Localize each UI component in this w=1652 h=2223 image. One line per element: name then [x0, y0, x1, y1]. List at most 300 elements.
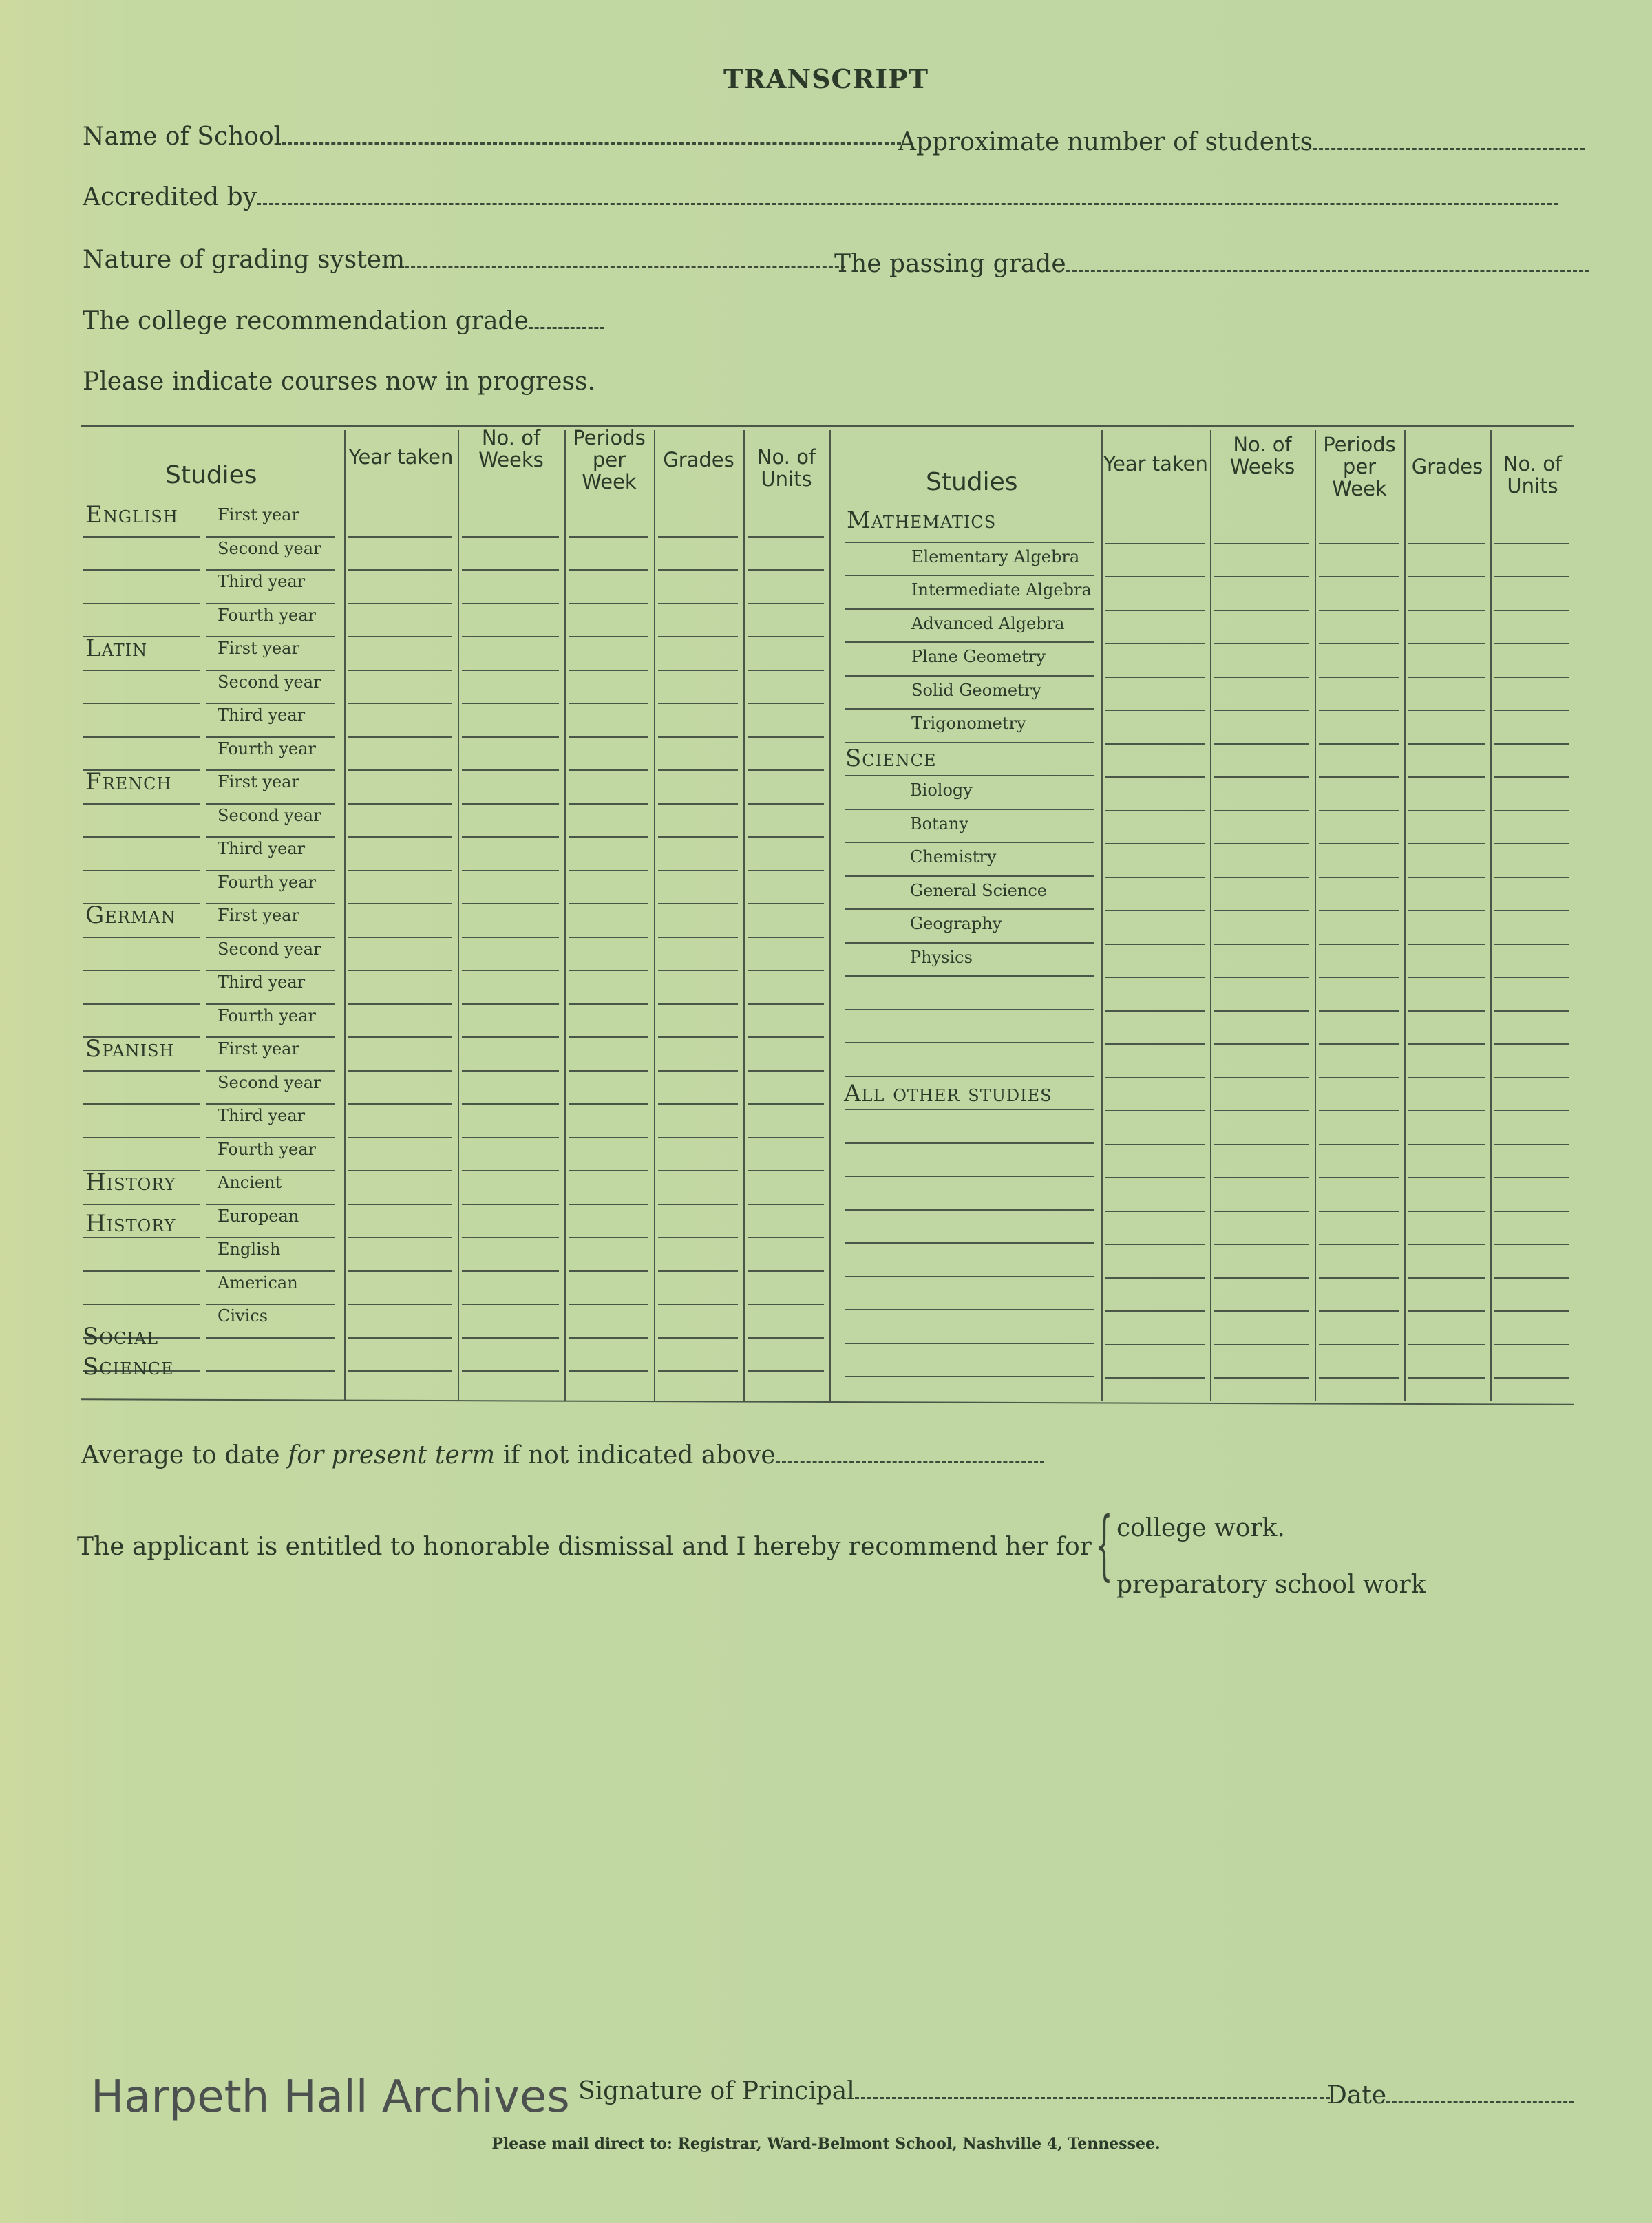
- course-row-line: [206, 1304, 335, 1305]
- course-row-label: First year: [218, 639, 299, 658]
- cell-line: [1319, 1010, 1399, 1012]
- science-course-label: Botany: [910, 813, 969, 833]
- course-row-line: [206, 1103, 335, 1105]
- cell-line: [1408, 944, 1485, 945]
- label-row-line: [83, 836, 200, 838]
- cell-line: [569, 803, 648, 805]
- course-row-line: [206, 1003, 335, 1005]
- right-column-divider: [1101, 430, 1103, 1401]
- right-header-units: No. of Units: [1503, 452, 1563, 498]
- course-row-label: Fourth year: [218, 738, 316, 758]
- cell-line: [462, 603, 559, 604]
- right-label-line: [845, 1076, 1094, 1077]
- cell-line: [1494, 944, 1569, 945]
- cell-line: [348, 769, 452, 771]
- course-row-label: Fourth year: [218, 605, 316, 625]
- left-column-divider: [564, 430, 566, 1401]
- course-row-line: [206, 937, 335, 938]
- cell-line: [569, 536, 648, 538]
- subject-mathematics: Mathematics: [847, 507, 997, 534]
- label-row-line: [83, 569, 200, 571]
- cell-line: [569, 1036, 648, 1038]
- course-row-label: Fourth year: [218, 1006, 316, 1025]
- course-row-label: Third year: [218, 705, 306, 725]
- cell-line: [1494, 1310, 1569, 1312]
- name-of-school-label: Name of School: [83, 123, 901, 151]
- left-header-units: No. of Units: [756, 445, 816, 491]
- cell-line: [348, 1370, 452, 1372]
- cell-line: [462, 937, 559, 938]
- cell-line: [348, 1337, 452, 1339]
- course-row-line: [206, 1370, 335, 1372]
- course-row-label: Third year: [218, 972, 306, 992]
- cell-line: [1214, 1211, 1309, 1212]
- cell-line: [1214, 810, 1309, 811]
- course-row-line: [206, 670, 335, 671]
- cell-line: [748, 803, 824, 805]
- right-label-line: [845, 708, 1094, 710]
- math-course-label: Plane Geometry: [911, 647, 1046, 666]
- right-column-divider: [1210, 430, 1211, 1401]
- math-course-label: Elementary Algebra: [911, 546, 1080, 566]
- cell-line: [748, 1337, 824, 1339]
- cell-line: [569, 569, 648, 571]
- right-label-line: [845, 641, 1094, 643]
- cell-line: [569, 1204, 648, 1205]
- cell-line: [348, 670, 452, 671]
- cell-line: [748, 1204, 824, 1205]
- cell-line: [1408, 677, 1485, 678]
- course-row-line: [206, 1204, 335, 1205]
- cell-line: [1408, 1110, 1485, 1112]
- subject-science: Science: [845, 744, 937, 772]
- cell-line: [1408, 1277, 1485, 1279]
- right-label-line: [845, 742, 1094, 743]
- cell-line: [1494, 910, 1569, 911]
- right-label-line: [845, 842, 1094, 843]
- cell-line: [1214, 1344, 1309, 1346]
- label-row-line: [83, 536, 200, 538]
- course-row-line: [206, 1137, 335, 1138]
- cell-line: [1105, 1043, 1205, 1045]
- subject-history: History: [85, 1210, 176, 1237]
- cell-line: [748, 1237, 824, 1238]
- right-label-line: [845, 908, 1094, 910]
- left-header-periods: Periods per Week: [573, 426, 646, 493]
- right-label-line: [845, 1209, 1094, 1211]
- right-label-line: [845, 975, 1094, 977]
- cell-line: [462, 736, 559, 738]
- cell-line: [658, 1003, 738, 1005]
- cell-line: [462, 1070, 559, 1072]
- cell-line: [1494, 1211, 1569, 1212]
- cell-line: [1408, 1077, 1485, 1078]
- cell-line: [1408, 1377, 1485, 1379]
- course-row-line: [206, 603, 335, 604]
- course-row-label: Third year: [218, 572, 306, 591]
- cell-line: [658, 603, 738, 604]
- course-row-label: Fourth year: [218, 1139, 316, 1159]
- cell-line: [658, 1036, 738, 1038]
- cell-line: [1105, 1344, 1205, 1346]
- right-label-line: [845, 1376, 1094, 1377]
- math-course-label: Trigonometry: [911, 714, 1026, 733]
- cell-line: [748, 1170, 824, 1171]
- cell-line: [658, 536, 738, 538]
- cell-line: [569, 703, 648, 704]
- cell-line: [1494, 1144, 1569, 1145]
- cell-line: [1105, 1177, 1205, 1178]
- cell-line: [1214, 776, 1309, 778]
- cell-line: [348, 903, 452, 904]
- cell-line: [348, 836, 452, 838]
- cell-line: [1319, 910, 1399, 911]
- cell-line: [569, 603, 648, 604]
- cell-line: [1214, 743, 1309, 745]
- right-label-line: [845, 1242, 1094, 1244]
- left-column-divider: [654, 430, 655, 1401]
- cell-line: [1214, 610, 1309, 611]
- cell-line: [748, 870, 824, 871]
- cell-line: [1214, 977, 1309, 978]
- label-row-line: [83, 603, 200, 604]
- cell-line: [748, 1270, 824, 1272]
- cell-line: [748, 1137, 824, 1138]
- cell-line: [748, 703, 824, 704]
- cell-line: [1214, 1277, 1309, 1279]
- cell-line: [1105, 576, 1205, 577]
- cell-line: [1408, 843, 1485, 844]
- cell-line: [1319, 643, 1399, 644]
- cell-line: [1214, 944, 1309, 945]
- right-label-line: [845, 1042, 1094, 1043]
- cell-line: [1105, 1310, 1205, 1312]
- grading-system-label: Nature of grading system: [83, 246, 845, 274]
- cell-line: [1494, 543, 1569, 544]
- cell-line: [1408, 610, 1485, 611]
- cell-line: [1105, 743, 1205, 745]
- course-row-label: Second year: [218, 538, 321, 558]
- cell-line: [1408, 710, 1485, 711]
- cell-line: [1408, 776, 1485, 778]
- course-row-label: English: [218, 1240, 281, 1259]
- cell-line: [748, 1003, 824, 1005]
- cell-line: [462, 1270, 559, 1272]
- course-row-line: [206, 769, 335, 771]
- archive-watermark: Harpeth Hall Archives: [91, 2072, 570, 2123]
- cell-line: [462, 836, 559, 838]
- cell-line: [1494, 1377, 1569, 1379]
- left-column-divider: [743, 430, 745, 1401]
- cell-line: [569, 836, 648, 838]
- cell-line: [1319, 1377, 1399, 1379]
- subject-history: History: [85, 1169, 176, 1196]
- subject-other-studies: All other studies: [844, 1079, 1052, 1107]
- cell-line: [1494, 1277, 1569, 1279]
- course-row-line: [206, 703, 335, 704]
- left-header-year_taken: Year taken: [348, 445, 454, 469]
- cell-line: [1105, 610, 1205, 611]
- cell-line: [1408, 810, 1485, 811]
- label-row-line: [83, 703, 200, 704]
- signature-line: Signature of Principal: [578, 2077, 1330, 2105]
- cell-line: [1214, 1110, 1309, 1112]
- cell-line: [1105, 810, 1205, 811]
- cell-line: [1319, 1344, 1399, 1346]
- date-line: Date: [1327, 2081, 1574, 2109]
- cell-line: [1214, 576, 1309, 577]
- cell-line: [1105, 1211, 1205, 1212]
- cell-line: [1494, 1177, 1569, 1178]
- cell-line: [658, 1204, 738, 1205]
- cell-line: [462, 1170, 559, 1171]
- cell-line: [462, 970, 559, 971]
- cell-line: [569, 1170, 648, 1171]
- cell-line: [462, 569, 559, 571]
- accredited-by-label: Accredited by: [83, 183, 1558, 211]
- cell-line: [1319, 610, 1399, 611]
- cell-line: [569, 1237, 648, 1238]
- label-row-line: [83, 870, 200, 871]
- cell-line: [658, 736, 738, 738]
- math-course-label: Advanced Algebra: [911, 613, 1065, 633]
- course-row-label: First year: [218, 1039, 299, 1059]
- recommendation-text: The applicant is entitled to honorable dismissal and I hereby recommend her for: [77, 1533, 1092, 1561]
- cell-line: [462, 1337, 559, 1339]
- right-label-line: [845, 1343, 1094, 1344]
- cell-line: [348, 1204, 452, 1205]
- cell-line: [658, 836, 738, 838]
- cell-line: [748, 1070, 824, 1072]
- cell-line: [348, 536, 452, 538]
- right-label-line: [845, 1309, 1094, 1310]
- label-row-line: [83, 1304, 200, 1305]
- right-column-divider: [1315, 430, 1316, 1401]
- subject-english: English: [85, 501, 178, 529]
- cell-line: [1494, 710, 1569, 711]
- cell-line: [1214, 643, 1309, 644]
- cell-line: [348, 937, 452, 938]
- cell-line: [1319, 677, 1399, 678]
- course-row-line: [206, 1237, 335, 1238]
- recommendation-grade-label: The college recommendation grade: [83, 307, 604, 335]
- course-row-line: [206, 1270, 335, 1272]
- cell-line: [1105, 1010, 1205, 1012]
- cell-line: [1494, 977, 1569, 978]
- label-row-line: [83, 803, 200, 805]
- cell-line: [569, 1270, 648, 1272]
- cell-line: [1214, 1043, 1309, 1045]
- cell-line: [569, 1003, 648, 1005]
- cell-line: [569, 1337, 648, 1339]
- cell-line: [658, 769, 738, 771]
- course-row-label: Third year: [218, 1106, 306, 1125]
- cell-line: [1319, 1244, 1399, 1245]
- cell-line: [1494, 776, 1569, 778]
- mail-instruction: Please mail direct to: Registrar, Ward-Belmont School, Nashville 4, Tennessee.: [491, 2135, 1161, 2153]
- right-label-line: [845, 1176, 1094, 1177]
- science-course-label: Chemistry: [910, 847, 997, 866]
- cell-line: [462, 703, 559, 704]
- approx-students-label: Approximate number of students: [898, 128, 1585, 156]
- cell-line: [748, 603, 824, 604]
- label-row-line: [83, 970, 200, 971]
- right-label-line: [845, 942, 1094, 944]
- passing-grade-label: The passing grade: [834, 250, 1589, 278]
- cell-line: [748, 536, 824, 538]
- cell-line: [348, 736, 452, 738]
- cell-line: [348, 1137, 452, 1138]
- cell-line: [569, 769, 648, 771]
- subject-german: German: [85, 902, 176, 929]
- cell-line: [462, 1003, 559, 1005]
- cell-line: [1408, 1244, 1485, 1245]
- course-row-label: First year: [218, 505, 299, 524]
- cell-line: [348, 1103, 452, 1105]
- cell-line: [569, 1370, 648, 1372]
- cell-line: [1494, 1043, 1569, 1045]
- cell-line: [462, 536, 559, 538]
- cell-line: [1214, 677, 1309, 678]
- cell-line: [1408, 877, 1485, 878]
- cell-line: [1494, 610, 1569, 611]
- cell-line: [348, 1070, 452, 1072]
- cell-line: [569, 970, 648, 971]
- cell-line: [569, 636, 648, 637]
- cell-line: [748, 1370, 824, 1372]
- cell-line: [1494, 1077, 1569, 1078]
- course-row-line: [206, 803, 335, 805]
- cell-line: [1319, 776, 1399, 778]
- label-row-line: [83, 1270, 200, 1272]
- cell-line: [748, 1304, 824, 1305]
- cell-line: [658, 1237, 738, 1238]
- cell-line: [1319, 1277, 1399, 1279]
- cell-line: [658, 1070, 738, 1072]
- subject-social: Social: [83, 1323, 159, 1350]
- cell-line: [748, 1103, 824, 1105]
- option-college-work: college work.: [1116, 1514, 1285, 1542]
- cell-line: [1214, 1144, 1309, 1145]
- right-label-line: [845, 542, 1094, 543]
- course-row-label: First year: [218, 772, 299, 791]
- course-row-label: Second year: [218, 939, 321, 959]
- cell-line: [1105, 910, 1205, 911]
- cell-line: [1105, 977, 1205, 978]
- subject-science-social: Science: [83, 1353, 174, 1381]
- label-row-line: [83, 670, 200, 671]
- cell-line: [1105, 710, 1205, 711]
- cell-line: [658, 1270, 738, 1272]
- cell-line: [1408, 1043, 1485, 1045]
- cell-line: [1494, 877, 1569, 878]
- cell-line: [348, 1170, 452, 1171]
- course-row-label: European: [218, 1206, 299, 1226]
- cell-line: [462, 1370, 559, 1372]
- cell-line: [348, 803, 452, 805]
- cell-line: [348, 703, 452, 704]
- cell-line: [1214, 710, 1309, 711]
- cell-line: [658, 703, 738, 704]
- course-row-line: [206, 536, 335, 538]
- science-course-label: Biology: [910, 780, 973, 800]
- brace-icon: {: [1096, 1500, 1113, 1588]
- subject-latin: Latin: [85, 635, 148, 662]
- cell-line: [1319, 576, 1399, 577]
- label-row-line: [83, 1003, 200, 1005]
- table-top-border: [81, 425, 1574, 427]
- cell-line: [748, 970, 824, 971]
- course-row-line: [206, 903, 335, 904]
- cell-line: [462, 1204, 559, 1205]
- right-label-line: [845, 1009, 1094, 1010]
- cell-line: [1408, 910, 1485, 911]
- cell-line: [1214, 910, 1309, 911]
- right-label-line: [845, 608, 1094, 610]
- right-label-line: [845, 1276, 1094, 1277]
- right-label-line: [845, 809, 1094, 810]
- cell-line: [569, 670, 648, 671]
- cell-line: [569, 870, 648, 871]
- course-row-label: Second year: [218, 805, 321, 825]
- cell-line: [1214, 1077, 1309, 1078]
- cell-line: [348, 1036, 452, 1038]
- right-column-divider: [1490, 430, 1492, 1401]
- left-header-grades: Grades: [663, 448, 734, 471]
- page-title: TRANSCRIPT: [723, 63, 929, 94]
- cell-line: [462, 636, 559, 637]
- label-row-line: [83, 1137, 200, 1138]
- cell-line: [1214, 1244, 1309, 1245]
- cell-line: [658, 803, 738, 805]
- cell-line: [658, 1170, 738, 1171]
- cell-line: [658, 1304, 738, 1305]
- right-label-line: [845, 775, 1094, 776]
- cell-line: [1494, 810, 1569, 811]
- course-row-label: Ancient: [218, 1173, 282, 1192]
- cell-line: [1494, 1344, 1569, 1346]
- cell-line: [1494, 743, 1569, 745]
- cell-line: [658, 970, 738, 971]
- cell-line: [658, 1137, 738, 1138]
- course-row-label: Third year: [218, 839, 306, 858]
- cell-line: [1105, 1244, 1205, 1245]
- left-studies-header: Studies: [165, 461, 257, 489]
- cell-line: [1319, 1043, 1399, 1045]
- label-row-line: [83, 937, 200, 938]
- cell-line: [462, 1137, 559, 1138]
- cell-line: [1214, 1377, 1309, 1379]
- cell-line: [1408, 643, 1485, 644]
- cell-line: [1105, 1277, 1205, 1279]
- right-column-divider: [1404, 430, 1406, 1401]
- cell-line: [1105, 1377, 1205, 1379]
- right-header-year_taken: Year taken: [1103, 452, 1208, 476]
- cell-line: [1408, 543, 1485, 544]
- course-row-line: [206, 636, 335, 637]
- cell-line: [1494, 1244, 1569, 1245]
- cell-line: [748, 670, 824, 671]
- right-label-line: [845, 1142, 1094, 1144]
- cell-line: [1319, 843, 1399, 844]
- course-row-line: [206, 1170, 335, 1171]
- option-preparatory-work: preparatory school work: [1116, 1571, 1426, 1599]
- cell-line: [1319, 543, 1399, 544]
- cell-line: [1105, 1144, 1205, 1145]
- cell-line: [658, 1103, 738, 1105]
- cell-line: [1319, 743, 1399, 745]
- cell-line: [348, 1003, 452, 1005]
